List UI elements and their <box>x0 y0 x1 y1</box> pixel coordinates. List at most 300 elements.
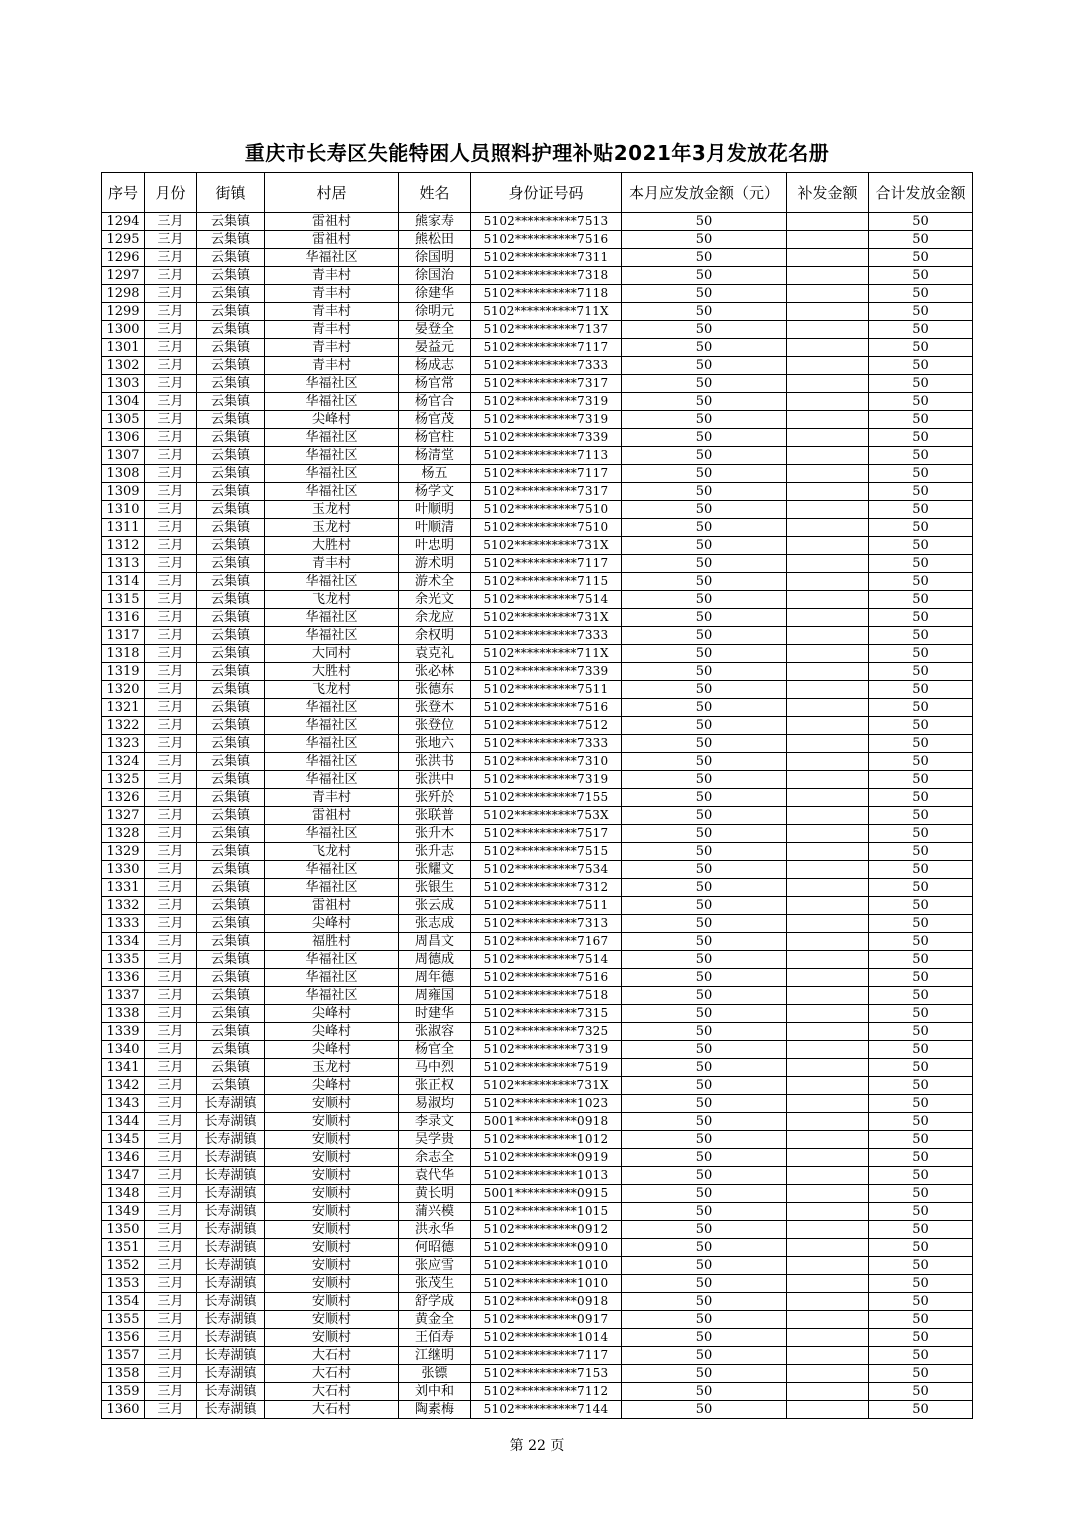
cell-index: 1357 <box>102 1347 145 1365</box>
cell-index: 1303 <box>102 375 145 393</box>
cell-village: 安顺村 <box>265 1131 399 1149</box>
cell-month: 三月 <box>145 771 197 789</box>
cell-name: 晏登全 <box>399 321 471 339</box>
cell-index: 1332 <box>102 897 145 915</box>
cell-monthly-amount: 50 <box>622 537 787 555</box>
cell-village: 华福社区 <box>265 771 399 789</box>
cell-month: 三月 <box>145 447 197 465</box>
table-row <box>102 879 973 897</box>
cell-monthly-amount: 50 <box>622 825 787 843</box>
cell-town: 云集镇 <box>197 267 265 285</box>
cell-name: 周雍国 <box>399 987 471 1005</box>
cell-id-number: 5102**********7511 <box>471 681 622 699</box>
cell-name: 李录文 <box>399 1113 471 1131</box>
table-row <box>102 1041 973 1059</box>
cell-id-number: 5102**********7514 <box>471 951 622 969</box>
cell-monthly-amount: 50 <box>622 789 787 807</box>
cell-id-number: 5102**********7534 <box>471 861 622 879</box>
table-row <box>102 1113 973 1131</box>
cell-village: 大胜村 <box>265 537 399 555</box>
cell-month: 三月 <box>145 1221 197 1239</box>
column-header-name: 姓名 <box>399 173 471 213</box>
cell-id-number: 5102**********7516 <box>471 969 622 987</box>
cell-id-number: 5102**********711X <box>471 645 622 663</box>
column-header-month: 月份 <box>145 173 197 213</box>
cell-total: 50 <box>869 393 973 411</box>
table-row <box>102 303 973 321</box>
cell-village: 安顺村 <box>265 1185 399 1203</box>
cell-monthly-amount: 50 <box>622 1275 787 1293</box>
cell-monthly-amount: 50 <box>622 1239 787 1257</box>
column-header-index: 序号 <box>102 173 145 213</box>
cell-index: 1310 <box>102 501 145 519</box>
cell-id-number: 5102**********731X <box>471 609 622 627</box>
cell-monthly-amount: 50 <box>622 1383 787 1401</box>
cell-supplement <box>787 645 869 663</box>
cell-supplement <box>787 807 869 825</box>
table-row <box>102 213 973 231</box>
cell-month: 三月 <box>145 1311 197 1329</box>
cell-month: 三月 <box>145 681 197 699</box>
cell-total: 50 <box>869 357 973 375</box>
cell-supplement <box>787 1077 869 1095</box>
cell-index: 1335 <box>102 951 145 969</box>
cell-total: 50 <box>869 1023 973 1041</box>
cell-monthly-amount: 50 <box>622 285 787 303</box>
cell-town: 云集镇 <box>197 537 265 555</box>
cell-index: 1313 <box>102 555 145 573</box>
cell-supplement <box>787 663 869 681</box>
cell-index: 1347 <box>102 1167 145 1185</box>
cell-index: 1333 <box>102 915 145 933</box>
cell-monthly-amount: 50 <box>622 645 787 663</box>
cell-index: 1312 <box>102 537 145 555</box>
table-row <box>102 717 973 735</box>
cell-name: 江继明 <box>399 1347 471 1365</box>
cell-name: 游术全 <box>399 573 471 591</box>
cell-village: 华福社区 <box>265 951 399 969</box>
cell-supplement <box>787 1293 869 1311</box>
cell-name: 舒学成 <box>399 1293 471 1311</box>
table-row <box>102 609 973 627</box>
cell-total: 50 <box>869 303 973 321</box>
cell-monthly-amount: 50 <box>622 1185 787 1203</box>
table-row <box>102 573 973 591</box>
cell-total: 50 <box>869 1149 973 1167</box>
cell-name: 杨五 <box>399 465 471 483</box>
cell-village: 大石村 <box>265 1383 399 1401</box>
cell-name: 杨官茂 <box>399 411 471 429</box>
cell-month: 三月 <box>145 987 197 1005</box>
cell-total: 50 <box>869 249 973 267</box>
table-row <box>102 393 973 411</box>
cell-total: 50 <box>869 681 973 699</box>
cell-total: 50 <box>869 339 973 357</box>
cell-village: 青丰村 <box>265 555 399 573</box>
table-row <box>102 249 973 267</box>
cell-name: 张升木 <box>399 825 471 843</box>
cell-month: 三月 <box>145 393 197 411</box>
cell-name: 叶顺清 <box>399 519 471 537</box>
cell-village: 大石村 <box>265 1347 399 1365</box>
cell-name: 杨官全 <box>399 1041 471 1059</box>
cell-total: 50 <box>869 645 973 663</box>
cell-index: 1360 <box>102 1401 145 1419</box>
cell-month: 三月 <box>145 231 197 249</box>
cell-monthly-amount: 50 <box>622 1077 787 1095</box>
cell-name: 张洪书 <box>399 753 471 771</box>
cell-monthly-amount: 50 <box>622 1167 787 1185</box>
table-row <box>102 1023 973 1041</box>
cell-index: 1296 <box>102 249 145 267</box>
cell-village: 安顺村 <box>265 1293 399 1311</box>
cell-month: 三月 <box>145 1041 197 1059</box>
cell-month: 三月 <box>145 375 197 393</box>
cell-name: 张云成 <box>399 897 471 915</box>
cell-supplement <box>787 771 869 789</box>
cell-monthly-amount: 50 <box>622 1257 787 1275</box>
cell-monthly-amount: 50 <box>622 1113 787 1131</box>
cell-name: 杨官柱 <box>399 429 471 447</box>
cell-supplement <box>787 1257 869 1275</box>
cell-supplement <box>787 789 869 807</box>
cell-town: 长寿湖镇 <box>197 1329 265 1347</box>
cell-total: 50 <box>869 717 973 735</box>
cell-id-number: 5102**********7155 <box>471 789 622 807</box>
cell-supplement <box>787 933 869 951</box>
cell-name: 时建华 <box>399 1005 471 1023</box>
cell-monthly-amount: 50 <box>622 1221 787 1239</box>
table-row <box>102 501 973 519</box>
cell-total: 50 <box>869 285 973 303</box>
cell-month: 三月 <box>145 789 197 807</box>
cell-supplement <box>787 483 869 501</box>
cell-name: 洪永华 <box>399 1221 471 1239</box>
cell-index: 1323 <box>102 735 145 753</box>
cell-id-number: 5102**********7319 <box>471 771 622 789</box>
cell-month: 三月 <box>145 591 197 609</box>
cell-month: 三月 <box>145 267 197 285</box>
cell-total: 50 <box>869 987 973 1005</box>
cell-index: 1305 <box>102 411 145 429</box>
cell-index: 1340 <box>102 1041 145 1059</box>
cell-total: 50 <box>869 1221 973 1239</box>
cell-month: 三月 <box>145 1077 197 1095</box>
cell-village: 青丰村 <box>265 285 399 303</box>
cell-month: 三月 <box>145 1149 197 1167</box>
cell-village: 青丰村 <box>265 789 399 807</box>
cell-month: 三月 <box>145 735 197 753</box>
cell-id-number: 5102**********731X <box>471 537 622 555</box>
cell-supplement <box>787 1365 869 1383</box>
cell-supplement <box>787 303 869 321</box>
cell-monthly-amount: 50 <box>622 915 787 933</box>
cell-supplement <box>787 1005 869 1023</box>
cell-name: 杨清堂 <box>399 447 471 465</box>
cell-id-number: 5102**********1015 <box>471 1203 622 1221</box>
table-row <box>102 915 973 933</box>
table-row <box>102 1239 973 1257</box>
cell-supplement <box>787 1095 869 1113</box>
cell-total: 50 <box>869 465 973 483</box>
page-title: 重庆市长寿区失能特困人员照料护理补贴2021年3月发放花名册 <box>244 141 830 165</box>
cell-monthly-amount: 50 <box>622 1131 787 1149</box>
cell-supplement <box>787 537 869 555</box>
table-row <box>102 465 973 483</box>
cell-total: 50 <box>869 627 973 645</box>
table-row <box>102 627 973 645</box>
cell-index: 1299 <box>102 303 145 321</box>
cell-total: 50 <box>869 1239 973 1257</box>
cell-monthly-amount: 50 <box>622 1005 787 1023</box>
cell-town: 长寿湖镇 <box>197 1257 265 1275</box>
cell-month: 三月 <box>145 483 197 501</box>
cell-monthly-amount: 50 <box>622 249 787 267</box>
cell-month: 三月 <box>145 429 197 447</box>
cell-supplement <box>787 501 869 519</box>
cell-village: 尖峰村 <box>265 1005 399 1023</box>
cell-monthly-amount: 50 <box>622 375 787 393</box>
cell-index: 1345 <box>102 1131 145 1149</box>
cell-monthly-amount: 50 <box>622 1347 787 1365</box>
table-row <box>102 339 973 357</box>
cell-village: 飞龙村 <box>265 843 399 861</box>
table-row <box>102 897 973 915</box>
table-row <box>102 519 973 537</box>
cell-total: 50 <box>869 1329 973 1347</box>
cell-total: 50 <box>869 1275 973 1293</box>
cell-index: 1354 <box>102 1293 145 1311</box>
cell-name: 袁代华 <box>399 1167 471 1185</box>
cell-total: 50 <box>869 1077 973 1095</box>
cell-month: 三月 <box>145 645 197 663</box>
cell-id-number: 5102**********7325 <box>471 1023 622 1041</box>
cell-total: 50 <box>869 375 973 393</box>
cell-village: 尖峰村 <box>265 1041 399 1059</box>
cell-month: 三月 <box>145 897 197 915</box>
cell-monthly-amount: 50 <box>622 555 787 573</box>
cell-supplement <box>787 393 869 411</box>
cell-supplement <box>787 1401 869 1419</box>
cell-village: 安顺村 <box>265 1311 399 1329</box>
cell-town: 云集镇 <box>197 645 265 663</box>
cell-name: 余龙应 <box>399 609 471 627</box>
cell-index: 1298 <box>102 285 145 303</box>
cell-village: 雷祖村 <box>265 897 399 915</box>
cell-monthly-amount: 50 <box>622 1365 787 1383</box>
table-row <box>102 1401 973 1419</box>
cell-supplement <box>787 1167 869 1185</box>
cell-name: 周昌文 <box>399 933 471 951</box>
cell-town: 长寿湖镇 <box>197 1185 265 1203</box>
cell-town: 云集镇 <box>197 429 265 447</box>
cell-village: 安顺村 <box>265 1149 399 1167</box>
cell-index: 1343 <box>102 1095 145 1113</box>
cell-town: 云集镇 <box>197 231 265 249</box>
cell-supplement <box>787 1131 869 1149</box>
column-header-id-number: 身份证号码 <box>471 173 622 213</box>
table-row <box>102 825 973 843</box>
cell-id-number: 5102**********1014 <box>471 1329 622 1347</box>
cell-id-number: 5102**********7511 <box>471 897 622 915</box>
cell-town: 云集镇 <box>197 519 265 537</box>
cell-village: 华福社区 <box>265 447 399 465</box>
cell-month: 三月 <box>145 843 197 861</box>
cell-id-number: 5102**********7333 <box>471 627 622 645</box>
cell-index: 1304 <box>102 393 145 411</box>
cell-supplement <box>787 213 869 231</box>
cell-total: 50 <box>869 267 973 285</box>
cell-index: 1328 <box>102 825 145 843</box>
cell-village: 尖峰村 <box>265 1077 399 1095</box>
cell-supplement <box>787 987 869 1005</box>
cell-id-number: 5102**********7317 <box>471 375 622 393</box>
cell-id-number: 5102**********7513 <box>471 213 622 231</box>
cell-id-number: 5102**********7319 <box>471 411 622 429</box>
cell-id-number: 5102**********7519 <box>471 1059 622 1077</box>
cell-month: 三月 <box>145 339 197 357</box>
cell-id-number: 5102**********7339 <box>471 663 622 681</box>
cell-village: 安顺村 <box>265 1239 399 1257</box>
table-row <box>102 807 973 825</box>
cell-id-number: 5102**********7313 <box>471 915 622 933</box>
cell-total: 50 <box>869 519 973 537</box>
cell-id-number: 5102**********7517 <box>471 825 622 843</box>
cell-index: 1321 <box>102 699 145 717</box>
cell-total: 50 <box>869 807 973 825</box>
cell-total: 50 <box>869 1095 973 1113</box>
cell-supplement <box>787 843 869 861</box>
cell-month: 三月 <box>145 861 197 879</box>
cell-id-number: 5102**********7117 <box>471 339 622 357</box>
table-header-row <box>102 173 973 213</box>
cell-total: 50 <box>869 753 973 771</box>
cell-supplement <box>787 627 869 645</box>
cell-id-number: 5102**********7312 <box>471 879 622 897</box>
cell-id-number: 5102**********7319 <box>471 393 622 411</box>
cell-id-number: 5001**********0918 <box>471 1113 622 1131</box>
cell-town: 云集镇 <box>197 897 265 915</box>
cell-month: 三月 <box>145 321 197 339</box>
cell-supplement <box>787 519 869 537</box>
cell-monthly-amount: 50 <box>622 1203 787 1221</box>
table-row <box>102 1095 973 1113</box>
table-row <box>102 1131 973 1149</box>
cell-total: 50 <box>869 555 973 573</box>
cell-index: 1349 <box>102 1203 145 1221</box>
cell-index: 1311 <box>102 519 145 537</box>
table-row <box>102 1383 973 1401</box>
cell-supplement <box>787 555 869 573</box>
cell-monthly-amount: 50 <box>622 717 787 735</box>
cell-id-number: 5102**********7333 <box>471 735 622 753</box>
table-row <box>102 753 973 771</box>
cell-index: 1302 <box>102 357 145 375</box>
cell-town: 云集镇 <box>197 285 265 303</box>
cell-index: 1352 <box>102 1257 145 1275</box>
table-row <box>102 771 973 789</box>
cell-index: 1358 <box>102 1365 145 1383</box>
cell-name: 晏益元 <box>399 339 471 357</box>
cell-index: 1356 <box>102 1329 145 1347</box>
cell-supplement <box>787 915 869 933</box>
cell-monthly-amount: 50 <box>622 1059 787 1077</box>
cell-month: 三月 <box>145 879 197 897</box>
cell-village: 玉龙村 <box>265 519 399 537</box>
cell-town: 云集镇 <box>197 357 265 375</box>
cell-village: 雷祖村 <box>265 231 399 249</box>
cell-month: 三月 <box>145 825 197 843</box>
cell-id-number: 5102**********7118 <box>471 285 622 303</box>
cell-town: 云集镇 <box>197 249 265 267</box>
table-row <box>102 1077 973 1095</box>
cell-total: 50 <box>869 1383 973 1401</box>
cell-monthly-amount: 50 <box>622 987 787 1005</box>
cell-town: 云集镇 <box>197 573 265 591</box>
cell-town: 长寿湖镇 <box>197 1113 265 1131</box>
table-row <box>102 1149 973 1167</box>
cell-id-number: 5102**********0912 <box>471 1221 622 1239</box>
cell-supplement <box>787 825 869 843</box>
cell-name: 袁克礼 <box>399 645 471 663</box>
table-row <box>102 861 973 879</box>
table-row <box>102 1203 973 1221</box>
cell-village: 安顺村 <box>265 1275 399 1293</box>
cell-total: 50 <box>869 789 973 807</box>
cell-town: 长寿湖镇 <box>197 1095 265 1113</box>
cell-name: 张德东 <box>399 681 471 699</box>
cell-month: 三月 <box>145 663 197 681</box>
cell-town: 云集镇 <box>197 969 265 987</box>
cell-index: 1322 <box>102 717 145 735</box>
cell-month: 三月 <box>145 1113 197 1131</box>
cell-name: 张应雪 <box>399 1257 471 1275</box>
cell-index: 1327 <box>102 807 145 825</box>
cell-town: 云集镇 <box>197 825 265 843</box>
cell-id-number: 5102**********7315 <box>471 1005 622 1023</box>
cell-village: 华福社区 <box>265 375 399 393</box>
cell-town: 云集镇 <box>197 987 265 1005</box>
cell-town: 云集镇 <box>197 951 265 969</box>
cell-index: 1307 <box>102 447 145 465</box>
cell-month: 三月 <box>145 1365 197 1383</box>
cell-total: 50 <box>869 915 973 933</box>
cell-monthly-amount: 50 <box>622 267 787 285</box>
cell-monthly-amount: 50 <box>622 519 787 537</box>
cell-village: 大石村 <box>265 1365 399 1383</box>
cell-total: 50 <box>869 213 973 231</box>
cell-town: 云集镇 <box>197 699 265 717</box>
table-row <box>102 357 973 375</box>
cell-village: 安顺村 <box>265 1095 399 1113</box>
cell-id-number: 5102**********7117 <box>471 465 622 483</box>
cell-supplement <box>787 1041 869 1059</box>
cell-supplement <box>787 447 869 465</box>
page-number: 第 22 页 <box>509 1438 565 1454</box>
cell-monthly-amount: 50 <box>622 1041 787 1059</box>
cell-town: 云集镇 <box>197 609 265 627</box>
cell-supplement <box>787 1239 869 1257</box>
column-header-monthly-amount: 本月应发放金额（元） <box>622 173 787 213</box>
cell-town: 云集镇 <box>197 789 265 807</box>
cell-town: 云集镇 <box>197 339 265 357</box>
cell-name: 叶顺明 <box>399 501 471 519</box>
cell-town: 云集镇 <box>197 663 265 681</box>
cell-monthly-amount: 50 <box>622 429 787 447</box>
table-row <box>102 555 973 573</box>
cell-monthly-amount: 50 <box>622 843 787 861</box>
cell-town: 云集镇 <box>197 447 265 465</box>
